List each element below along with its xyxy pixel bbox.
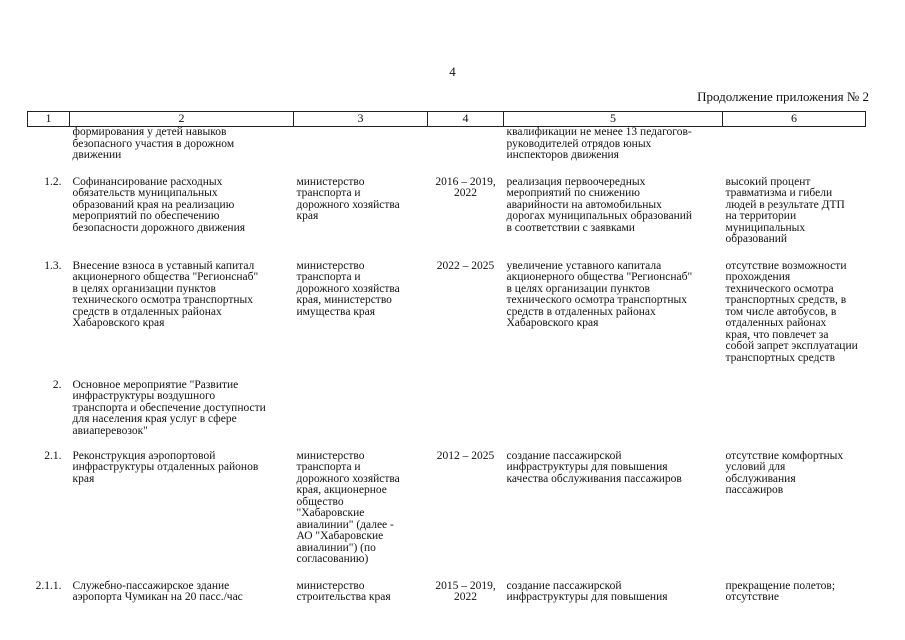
- measures-table: [27, 111, 866, 621]
- page-number: 4: [449, 64, 456, 79]
- years: 2012 – 2025: [436, 449, 495, 462]
- row-number: 1.3.: [44, 259, 62, 272]
- measure-name: формирования у детей навыков безопасного участия в дорожном движении: [72, 126, 235, 161]
- expected-result: квалификации не менее 13 педагогов- руководителей отрядов юных инспекторов движения: [506, 126, 692, 161]
- expected-result: реализация первоочередных мероприятий по снижению аварийности на автомобильных дорогах муниципальных образований в соответствии с заявками: [506, 175, 693, 234]
- table-row: [28, 261, 866, 380]
- header-col-4: 4: [428, 112, 504, 127]
- row-number: 2.: [52, 378, 62, 391]
- expected-result: создание пассажирской инфраструктуры для повышения: [506, 579, 668, 603]
- executor: [294, 380, 428, 451]
- table-row: [28, 177, 866, 261]
- consequence: отсутствие возможности прохождения технического осмотра транспортных средств, в том числе автобусов, в отдаленных районах края, что повлечет за собой запрет эксплуатации транспортных средств: [725, 259, 858, 364]
- years: [428, 127, 504, 177]
- row-number: [28, 127, 70, 177]
- table-row: [28, 127, 866, 177]
- table-row: [28, 581, 866, 621]
- years: [428, 380, 504, 451]
- executor: министерство транспорта и дорожного хозяйства края, министерство имущества края: [296, 259, 400, 318]
- appendix-continuation-note: Продолжение приложения № 2: [697, 89, 869, 104]
- consequence: отсутствие комфортных условий для обслуживания пассажиров: [725, 449, 844, 496]
- header-col-6: 6: [723, 112, 866, 127]
- executor: министерство строительства края: [296, 579, 391, 603]
- expected-result: увеличение уставного капитала акционерного общества "Регионснаб" в целях организации пунктов технического осмотра транспортных средств в отдаленных районах Хабаровского края: [506, 259, 693, 329]
- consequence: [723, 127, 866, 177]
- header-col-5: 5: [504, 112, 723, 127]
- header-col-2: 2: [70, 112, 294, 127]
- header-col-1: 1: [28, 112, 70, 127]
- row-number: 2.1.: [44, 449, 62, 462]
- expected-result: создание пассажирской инфраструктуры для повышения качества обслуживания пассажиров: [506, 449, 682, 485]
- measure-name: Служебно-пассажирское здание аэропорта Чумикан на 20 пасс./час: [72, 579, 243, 603]
- years: 2015 – 2019, 2022: [435, 579, 496, 603]
- executor: министерство транспорта и дорожного хозяйства края, акционерное общество "Хабаровские авиалинии" (далее - АО "Хабаровские авиалинии") (по согласованию): [296, 449, 400, 565]
- measure-name: Внесение взноса в уставный капитал акционерного общества "Регионснаб" в целях организации пунктов технического осмотра транспортных средств в отдаленных районах Хабаровского края: [72, 259, 259, 329]
- row-number: 1.2.: [44, 175, 62, 188]
- table-row: [28, 380, 866, 451]
- row-number: 2.1.1.: [35, 579, 62, 592]
- expected-result: [504, 380, 723, 451]
- header-col-3: 3: [294, 112, 428, 127]
- measure-name: Софинансирование расходных обязательств муниципальных образований края на реализацию мероприятий по обеспечению безопасности дорожного движения: [72, 175, 246, 234]
- table-row: [28, 451, 866, 581]
- table-header: [28, 112, 866, 127]
- consequence: прекращение полетов; отсутствие: [725, 579, 836, 603]
- years: 2022 – 2025: [436, 259, 495, 272]
- years: 2016 – 2019, 2022: [435, 175, 496, 199]
- consequence: высокий процент травматизма и гибели людей в результате ДТП на территории муниципальных образований: [725, 175, 845, 245]
- measure-name: Основное мероприятие "Развитие инфраструктуры воздушного транспорта и обеспечение доступности для населения края услуг в сфере авиаперевозок": [72, 378, 266, 437]
- consequence: [723, 380, 866, 451]
- executor: министерство транспорта и дорожного хозяйства края: [296, 175, 400, 222]
- measure-name: Реконструкция аэропортовой инфраструктуры отдаленных районов края: [72, 449, 259, 485]
- executor: [294, 127, 428, 177]
